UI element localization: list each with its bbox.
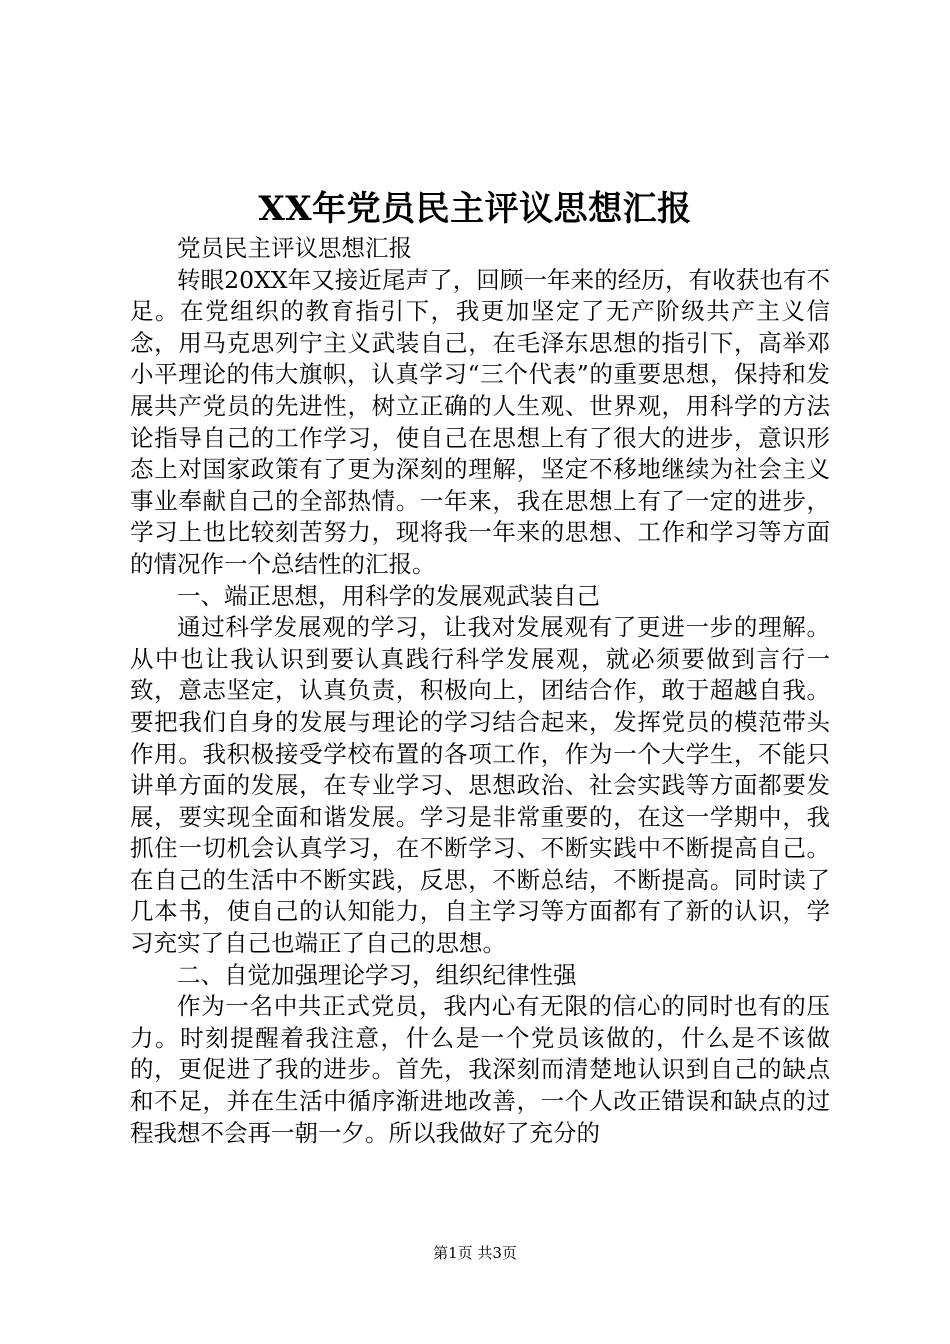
paragraph-section-1: 通过科学发展观的学习，让我对发展观有了更进一步的理解。从中也让我认识到要认真践行科学发展观，就必须要做到言行一致，意志坚定，认真负责，积极向上，团结合作，敢于超越自我。要把我们自身的发展与理论的学习结合起来，发挥党员的模范带头作用。我积极接受学校布置的各项工作，作为一个大学生，不能只讲单方面的发展，在专业学习、思想政治、社会实践等方面都要发展，要实现全面和谐发展。学习是非常重要的，在这一学期中，我抓住一切机会认真学习，在不断学习、不断实践中不断提高自己。在自己的生活中不断实践，反思，不断总结，不断提高。同时读了几本书，使自己的认知能力，自主学习等方面都有了新的认识，学习充实了自己也端正了自己的思想。 [130, 613, 830, 958]
paragraph-section-2: 作为一名中共正式党员，我内心有无限的信心的同时也有的压力。时刻提醒着我注意，什么是一个党员该做的，什么是不该做的，更促进了我的进步。首先，我深刻而清楚地认识到自己的缺点和不足，并在生活中循序渐进地改善，一个人改正错误和缺点的过程我想不会再一朝一夕。所以我做好了充分的 [130, 992, 830, 1147]
page-number-footer: 第1页 共3页 [433, 1244, 517, 1262]
document-title: XX年党员民主评议思想汇报 [258, 189, 692, 229]
section-heading-1: 一、端正思想，用科学的发展观武装自己 [177, 581, 600, 610]
paragraph-heading: 党员民主评议思想汇报 [177, 234, 412, 262]
paragraph-intro: 转眼20XX年又接近尾声了，回顾一年来的经历，有收获也有不足。在党组织的教育指引下，我更加坚定了无产阶级共产主义信念，用马克思列宁主义武装自己，在毛泽东思想的指引下，高举邓小平理论的伟大旗帜，认真学习“三个代表”的重要思想，保持和发展共产党员的先进性，树立正确的人生观、世界观，用科学的方法论指导自己的工作学习，使自己在思想上有了很大的进步，意识形态上对国家政策有了更为深刻的理解，坚定不移地继续为社会主义事业奉献自己的全部热情。一年来，我在思想上有了一定的进步，学习上也比较刻苦努力，现将我一年来的思想、工作和学习等方面的情况作一个总结性的汇报。 [130, 265, 830, 578]
document-body [130, 233, 830, 1149]
section-heading-2: 二、自觉加强理论学习，组织纪律性强 [177, 960, 577, 989]
